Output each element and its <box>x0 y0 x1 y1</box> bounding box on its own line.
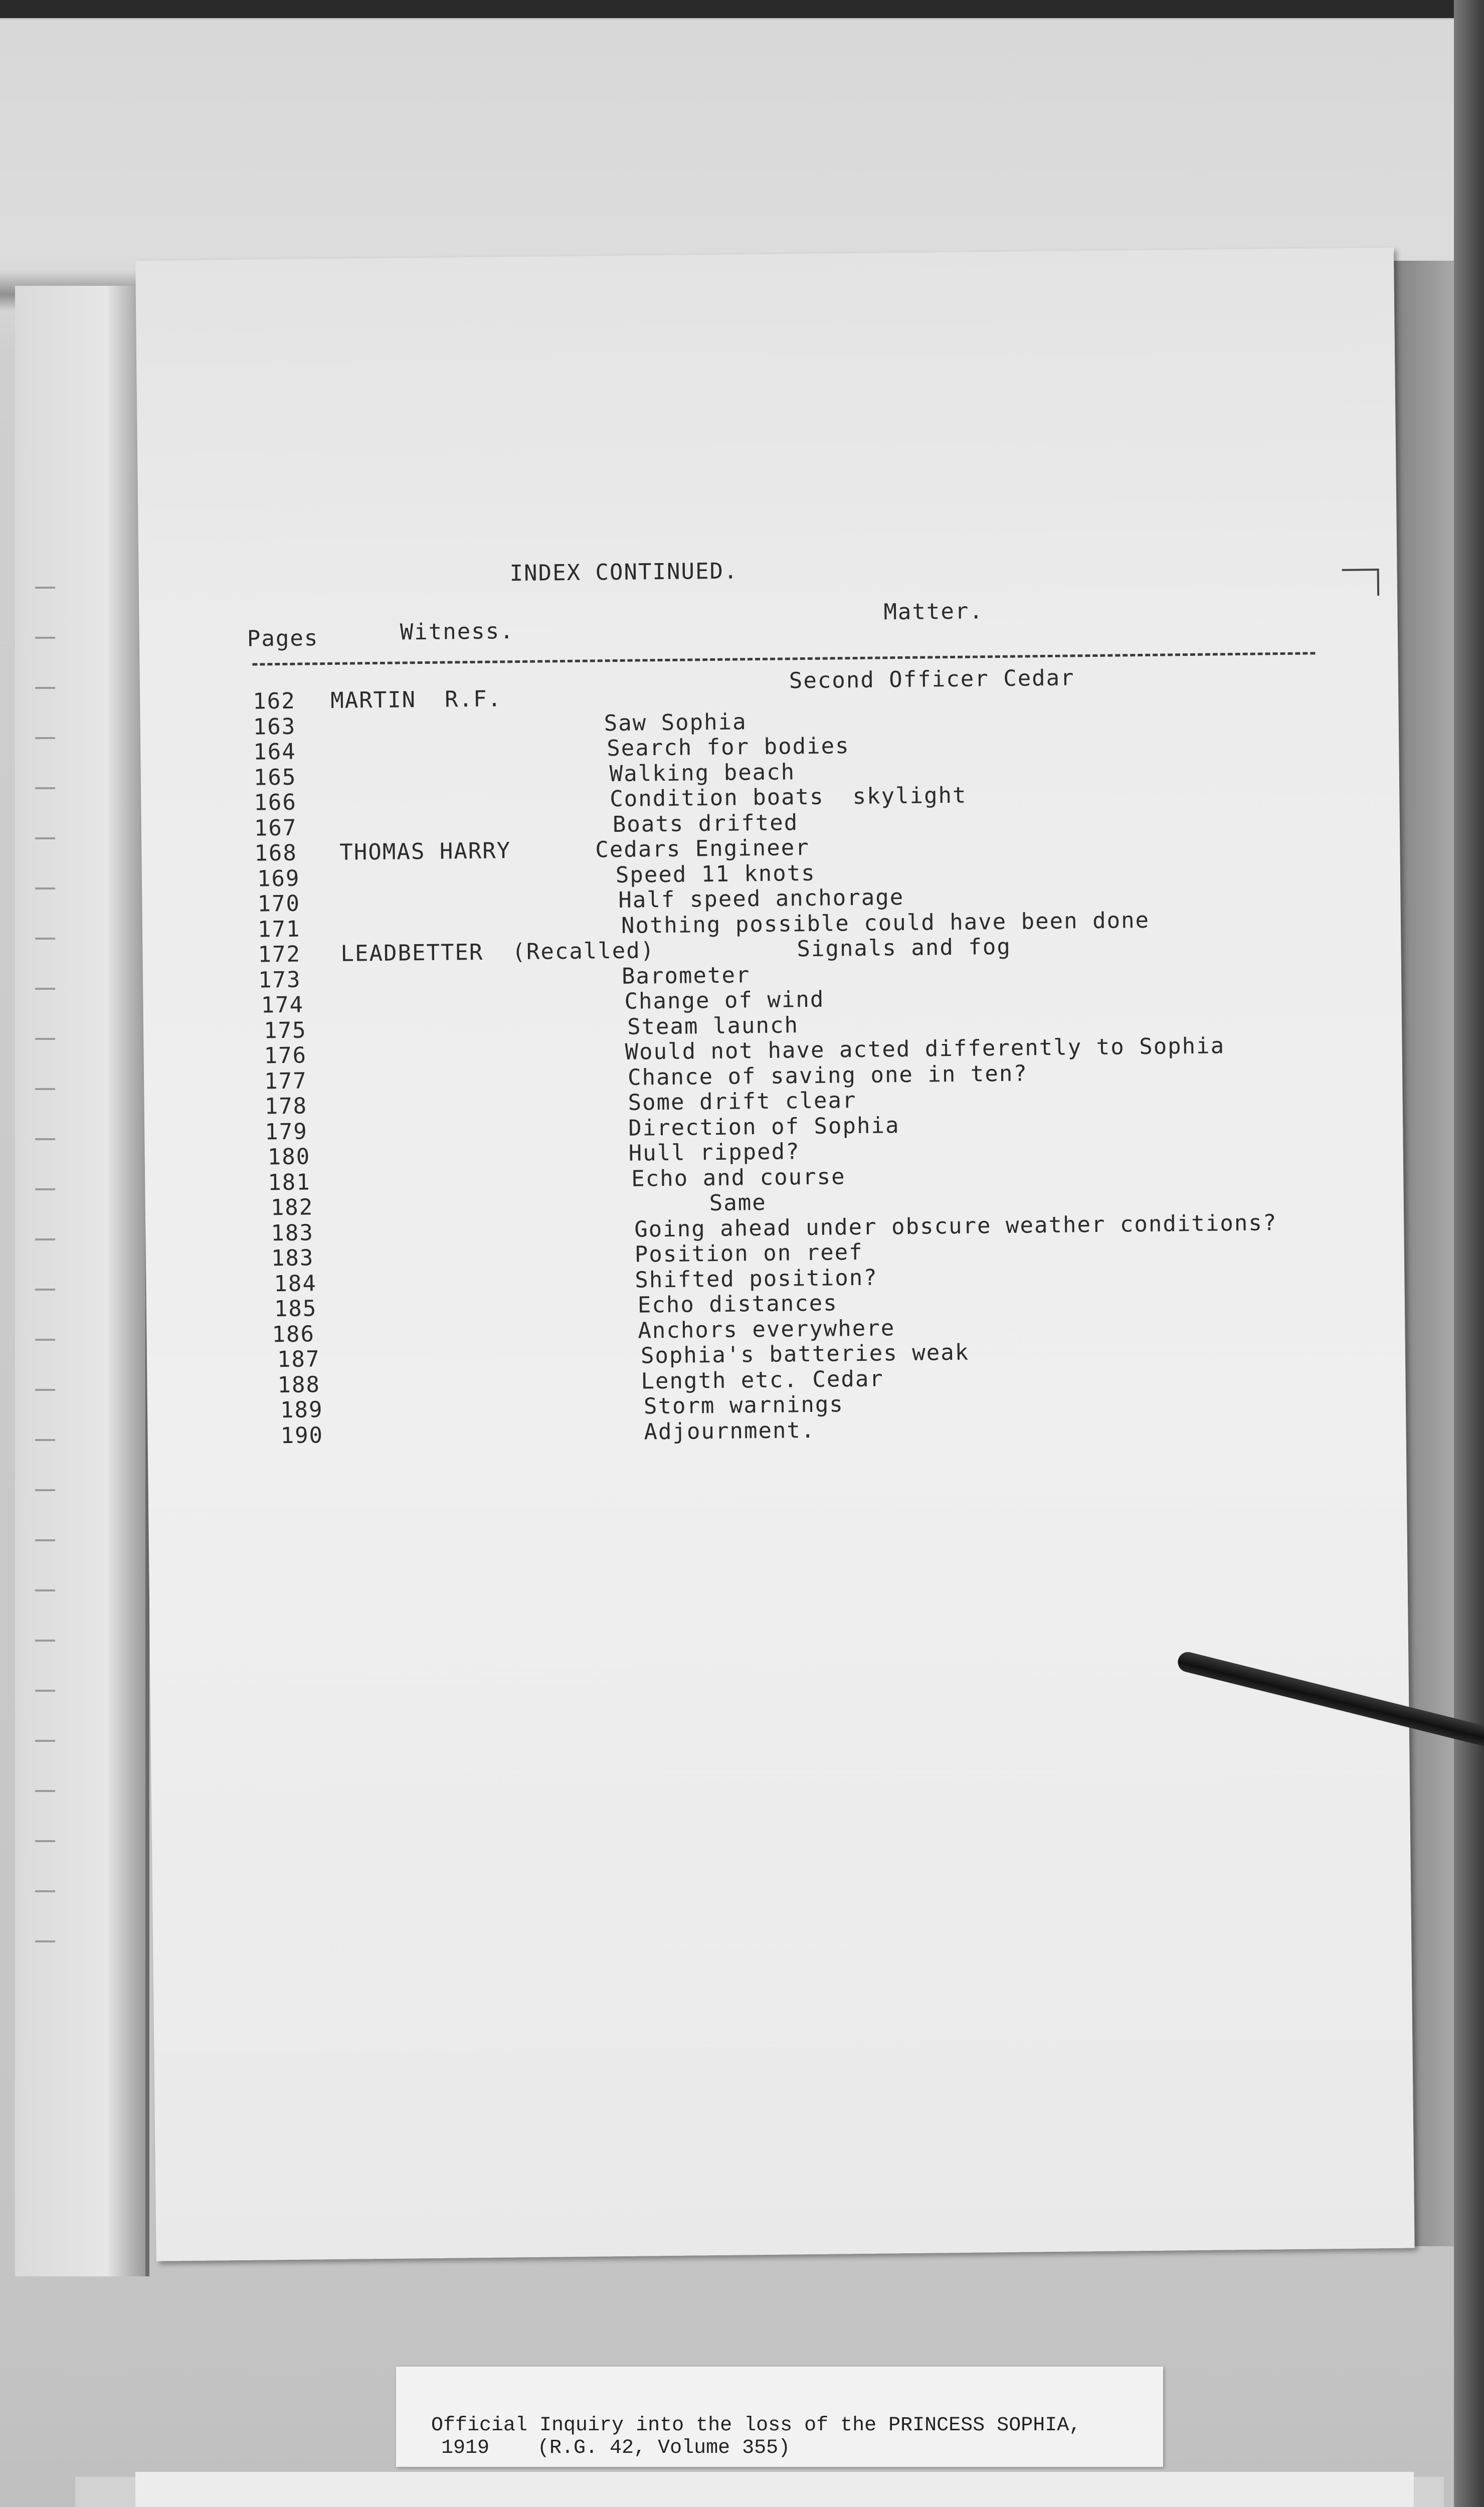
index-page-number: 171 <box>257 916 301 943</box>
index-page-number: 168 <box>254 840 298 866</box>
index-witness-name: MARTIN R.F. <box>330 686 502 713</box>
index-page-number: 180 <box>267 1144 311 1170</box>
archives-placard <box>135 2472 1414 2507</box>
index-matter-entry: Length etc. Cedar <box>641 1365 884 1394</box>
witness-column-header: Witness. <box>400 618 514 645</box>
binder-tick <box>35 1690 55 1692</box>
caption-line-2: 1919 (R.G. 42, Volume 355) <box>441 2437 791 2459</box>
index-page-number: 166 <box>254 789 297 816</box>
index-matter-entry: Sophia's batteries weak <box>640 1339 970 1369</box>
index-matter-entry: Echo and course <box>631 1163 846 1192</box>
index-witness-name: LEADBETTER (Recalled) <box>340 938 655 967</box>
matter-column-header: Matter. <box>883 598 984 625</box>
binder-tick <box>35 737 55 739</box>
index-entries <box>135 248 1415 2261</box>
index-page-number: 173 <box>258 967 301 993</box>
binder-tick <box>35 1790 55 1792</box>
binder-tick <box>35 1539 55 1541</box>
index-page-number: 181 <box>267 1169 311 1195</box>
top-dark-strip <box>0 0 1484 18</box>
index-page-number: 187 <box>277 1346 320 1373</box>
index-page-number: 176 <box>264 1042 307 1069</box>
binder-tick <box>35 1439 55 1441</box>
index-matter-entry: Chance of saving one in ten? <box>627 1060 1028 1091</box>
binder-tick <box>35 1589 55 1591</box>
index-page-number: 167 <box>254 815 297 841</box>
index-matter-entry: Would not have acted differently to Sophia <box>625 1033 1225 1065</box>
binder-tick <box>35 938 55 940</box>
binder-tick <box>35 1740 55 1742</box>
index-page-number: 182 <box>270 1194 314 1221</box>
index-matter-entry: Position on reef <box>634 1239 863 1268</box>
index-page-number: 179 <box>264 1118 308 1145</box>
index-page-number: 183 <box>271 1245 314 1272</box>
index-matter-entry: Search for bodies <box>606 733 850 762</box>
caption-line-1: Official Inquiry into the loss of the PRINCESS SOPHIA, <box>431 2414 1081 2437</box>
index-matter-entry: Going ahead under obscure weather conditions? <box>634 1209 1277 1242</box>
right-dark-edge <box>1454 0 1484 2507</box>
binder-tick <box>35 1389 55 1391</box>
index-page-number: 174 <box>261 992 304 1018</box>
binder-tick <box>35 587 55 589</box>
index-matter-entry: Hull ripped? <box>628 1139 800 1166</box>
index-page-number: 162 <box>252 688 296 714</box>
index-page-number: 165 <box>253 764 297 791</box>
index-page-number: 175 <box>263 1017 307 1043</box>
index-matter-entry: Storm warnings <box>643 1391 844 1419</box>
binder-tick <box>35 1840 55 1842</box>
index-page-number: 170 <box>257 890 301 917</box>
index-matter-entry: Nothing possible could have been done <box>621 907 1150 939</box>
binder-tick <box>35 1238 55 1240</box>
binder-tick <box>35 1289 55 1291</box>
index-page-number: 186 <box>272 1321 315 1347</box>
index-matter-entry: Change of wind <box>624 986 825 1014</box>
index-matter-entry: Echo distances <box>637 1290 838 1318</box>
index-matter-entry: Condition boats skylight <box>610 782 967 812</box>
index-page-number: 183 <box>271 1219 314 1246</box>
index-matter-entry: Same <box>709 1189 767 1216</box>
index-matter-entry: Saw Sophia <box>604 708 747 736</box>
index-matter-entry: Boats drifted <box>612 809 799 837</box>
index-matter-entry: Some drift clear <box>628 1088 857 1116</box>
index-sheet <box>135 248 1415 2261</box>
index-page-number: 185 <box>274 1296 317 1322</box>
binder-tick <box>35 837 55 839</box>
index-page-number: 188 <box>277 1371 321 1398</box>
binder-tick <box>35 1489 55 1491</box>
index-matter-entry: Speed 11 knots <box>615 860 816 888</box>
index-witness-name: THOMAS HARRY <box>339 838 511 865</box>
index-page-number: 184 <box>274 1270 317 1297</box>
binder-tick <box>35 1890 55 1892</box>
index-page-number: 178 <box>264 1093 308 1120</box>
index-matter-entry: Walking beach <box>609 759 796 787</box>
index-matter-entry: Shifted position? <box>635 1265 878 1293</box>
binder-pages <box>15 286 149 2276</box>
pages-column-header: Pages <box>247 625 319 652</box>
index-page-number: 163 <box>253 713 296 740</box>
index-page-number: 177 <box>264 1068 307 1094</box>
index-page-number: 190 <box>280 1422 324 1449</box>
index-page-number: 164 <box>253 739 297 765</box>
binder-tick <box>35 887 55 889</box>
index-matter-entry: Cedars Engineer <box>595 834 810 863</box>
binder-tick <box>35 1339 55 1341</box>
index-matter-entry: Signals and fog <box>797 934 1012 962</box>
index-matter-entry: Second Officer Cedar <box>789 665 1075 694</box>
index-page-number: 172 <box>258 941 301 968</box>
binder-tick <box>35 637 55 639</box>
binder-tick <box>35 1038 55 1040</box>
binder-tick <box>35 687 55 689</box>
binder-tick <box>35 1088 55 1090</box>
index-title: INDEX CONTINUED. <box>509 558 738 587</box>
index-matter-entry: Direction of Sophia <box>628 1112 900 1141</box>
binder-tick <box>35 1940 55 1942</box>
index-matter-entry: Half speed anchorage <box>618 884 904 913</box>
binder-tick <box>35 1138 55 1140</box>
binder-tick <box>35 1188 55 1190</box>
index-page-number: 169 <box>257 865 300 892</box>
binder-tick <box>35 988 55 990</box>
index-matter-entry: Adjournment. <box>644 1417 816 1445</box>
binder-tick <box>35 1640 55 1642</box>
binder-tick <box>35 787 55 789</box>
index-matter-entry: Anchors everywhere <box>638 1315 895 1344</box>
index-matter-entry: Steam launch <box>627 1012 799 1040</box>
caption-label <box>396 2367 1163 2467</box>
index-page-number: 189 <box>280 1397 323 1423</box>
index-matter-entry: Barometer <box>621 962 751 989</box>
